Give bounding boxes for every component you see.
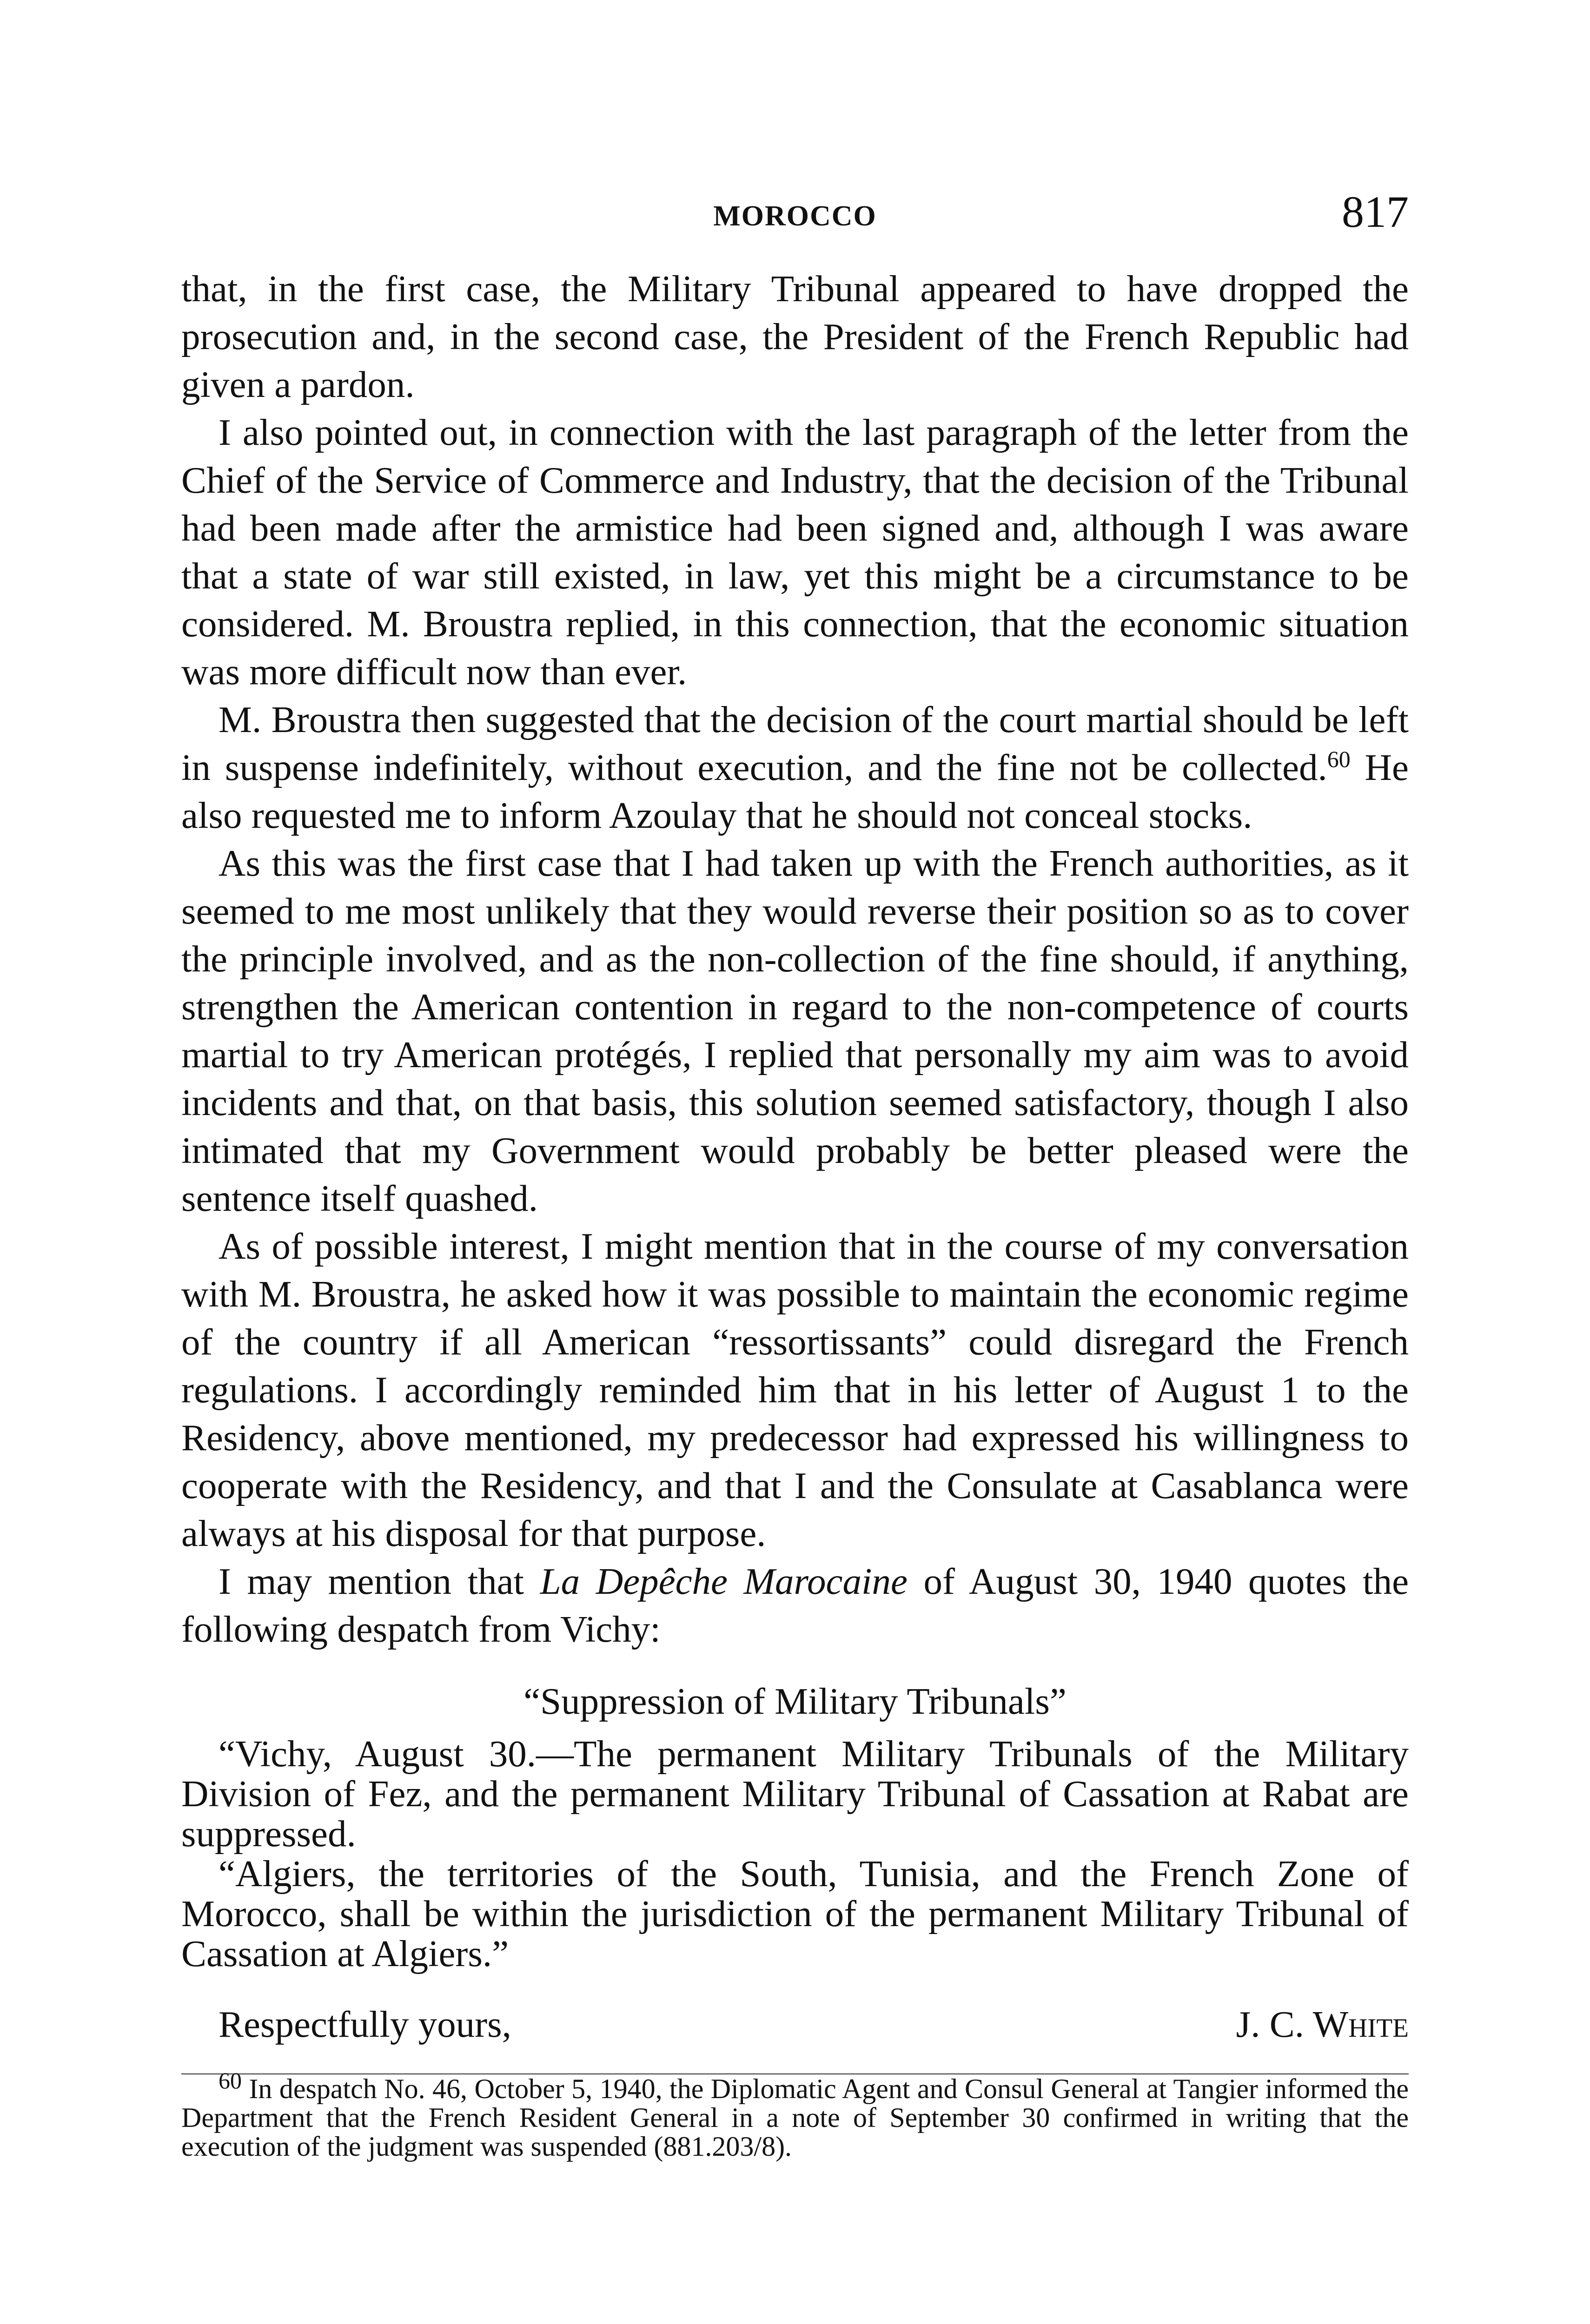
footnote-marker: 60 xyxy=(219,2067,242,2093)
publication-title: La Depêche Marocaine xyxy=(540,1560,908,1602)
footnote-reference: 60 xyxy=(1327,746,1351,772)
running-title: MOROCCO xyxy=(713,200,877,232)
paragraph-3-text-a: M. Broustra then suggested that the decision of the court martial should be left in suspense indefinitely, without execution, and the fine not be collected. xyxy=(181,699,1409,788)
page-header xyxy=(181,186,1409,242)
quotation-paragraph-2: “Algiers, the territories of the South, Tunisia, and the French Zone of Morocco, shall be within the jurisdiction of the permanent Military Tribunal of Cassation at Algiers.” xyxy=(181,1853,1409,1974)
footnote xyxy=(181,2067,1409,2162)
signature: J. C. White xyxy=(1236,2003,1409,2045)
paragraph-3-text-b: He also requested me to inform Azoulay that he should not conceal stocks. xyxy=(181,746,1409,836)
salutation: Respectfully yours, xyxy=(219,2003,511,2045)
paragraph-6 xyxy=(181,1558,1409,1653)
paragraph-6-text-b: of August 30, 1940 quotes the following despatch from Vichy: xyxy=(181,1560,1409,1650)
page-number: 817 xyxy=(1342,187,1409,237)
page-body xyxy=(181,265,1409,2161)
paragraph-3 xyxy=(181,696,1409,839)
footnote-text: In despatch No. 46, October 5, 1940, the Diplomatic Agent and Consul General at Tangier informed the Department that the French Resident General in a note of September 30 confirmed in writing that the execution of the judgment was suspended (881.203/8). xyxy=(181,2073,1409,2162)
paragraph-1: that, in the first case, the Military Tribunal appeared to have dropped the prosecution and, in the second case, the President of the French Republic had given a pardon. xyxy=(181,268,1409,405)
paragraph-6-text-a: I may mention that xyxy=(219,1560,540,1602)
closing-block xyxy=(181,2000,1409,2048)
paragraph-2: I also pointed out, in connection with the last paragraph of the letter from the Chief of the Service of Commerce and Industry, that the decision of the Tribunal had been made after the armistice had been signed and, although I was aware that a state of war still existed, in law, yet this might be a circumstance to be considered. M. Broustra replied, in this connection, that the economic situation was more difficult now than ever. xyxy=(181,411,1409,693)
paragraph-5: As of possible interest, I might mention that in the course of my conversation with M. Broustra, he asked how it was possible to maintain the economic regime of the country if all American “ressortissants” could disregard the French regulations. I accordingly reminded him that in his letter of August 1 to the Residency, above mentioned, my predecessor had expressed his willingness to cooperate with the Residency, and that I and the Consulate at Casablanca were always at his disposal for that purpose. xyxy=(181,1225,1409,1554)
quotation-heading: “Suppression of Military Tribunals” xyxy=(523,1680,1067,1722)
quotation-paragraph-1: “Vichy, August 30.—The permanent Military Tribunals of the Military Division of Fez, and the permanent Military Tribunal of Cassation at Rabat are suppressed. xyxy=(181,1733,1409,1855)
paragraph-4: As this was the first case that I had taken up with the French authorities, as it seemed to me most unlikely that they would reverse their position so as to cover the principle involved, and as the non-collection of the fine should, if anything, strengthen the American contention in regard to the non-competence of courts martial to try American protégés, I replied that personally my aim was to avoid incidents and that, on that basis, this solution seemed satisfactory, though I also intimated that my Government would probably be better pleased were the sentence itself quashed. xyxy=(181,842,1409,1219)
